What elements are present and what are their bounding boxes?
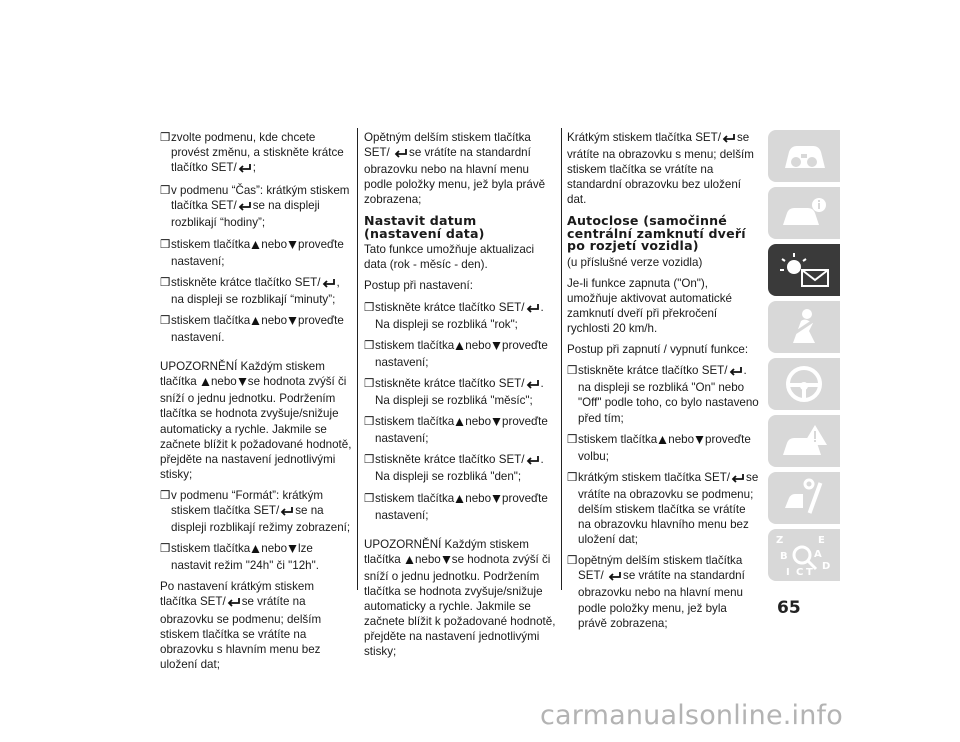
paragraph: Postup při nastavení: [364,279,473,293]
return-arrow-icon [608,570,622,585]
arrow-down-icon [288,315,297,330]
tab-safety[interactable] [768,301,840,353]
arrow-up-icon [251,315,260,330]
return-arrow-icon [227,596,241,611]
alphabetical-index-icon [774,531,834,579]
return-arrow-icon [238,162,252,177]
arrow-up-icon [455,416,464,431]
paragraph: Po nastavení krátkým stiskem tlačítka SET/ se vrátíte na obrazovku se podmenu; delším stiskem tlačítka se vrátíte na obrazovku s hlavním menu bez uložení dat; [160,580,322,671]
arrow-down-icon [238,376,247,391]
return-arrow-icon [238,200,252,215]
index-letter: A [814,549,822,560]
steering-wheel-icon [784,364,824,404]
tab-car-info[interactable] [768,187,840,239]
car-warning-icon [779,423,829,459]
warning-note: UPOZORNĚNÍ Každým stiskem tlačítka nebo se hodnota zvýší či sníží o jednu jednotku. Podržením tlačítka se hodnota zvyšuje/snižuje automaticky a rychle. Jakmile se začnete blížit k požadované hodnotě, přejděte na nastavení jednotlivými stisky; [160,360,352,481]
arrow-up-icon [251,543,260,558]
arrow-up-icon [251,239,260,254]
return-arrow-icon [722,132,736,147]
arrow-down-icon [492,340,501,355]
arrow-up-icon [455,493,464,508]
tab-driving[interactable] [768,358,840,410]
index-letter: C [796,567,804,578]
return-arrow-icon [729,365,743,380]
watermark: carmanualsonline.info [540,700,843,731]
return-arrow-icon [526,454,540,469]
arrow-down-icon [695,434,704,449]
tab-index[interactable] [768,529,840,581]
arrow-down-icon [442,554,451,569]
list-item: ❒ opětným delším stiskem tlačítka SET/ se vrátíte na standardní obrazovku nebo na hlavní menu podle položky menu, jež byla právě zobrazena; [567,554,745,630]
text-column-1 [160,130,352,678]
list-item: ❒ stiskem tlačítka nebo proveďte nastavení. [160,313,344,345]
text-column-3 [567,130,759,637]
return-arrow-icon [731,472,745,487]
list-item: ❒ stiskněte krátce tlačítko SET/ . Na displeji se rozbliká "měsíc"; [364,376,544,408]
list-item: ❒ stiskněte krátce tlačítko SET/ , na displeji se rozblikají “minuty”; [160,275,340,306]
warning-light-message-icon [776,250,832,290]
arrow-up-icon [658,434,667,449]
return-arrow-icon [394,147,408,162]
list-item: ❒ krátkým stiskem tlačítka SET/ se vrátíte na obrazovku se podmenu; delším stiskem tlačítka se vrátíte na obrazovku hlavního menu bez uložení dat; [567,470,759,547]
index-letter: T [806,567,813,578]
paragraph: Je-li funkce zapnuta ("On"), umožňuje aktivovat automatické zamknutí dveří při překročení rychlosti 20 km/h. [567,276,732,336]
arrow-down-icon [288,239,297,254]
tab-maintenance[interactable] [768,472,840,524]
paragraph: Krátkým stiskem tlačítka SET/ se vrátíte na obrazovku s menu; delším stiskem tlačítka se vrátíte na standardní obrazovku bez uložení dat. [567,131,754,207]
section-heading: Nastavit datum (nastavení data) [364,213,485,241]
list-item: ❒ v podmenu “Čas”: krátkým stiskem tlačítka SET/ se na displeji rozblikají “hodiny”; [160,184,350,230]
tab-emergency[interactable] [768,415,840,467]
text-column-2 [364,130,556,665]
chapter-tabs-sidebar [768,130,840,586]
car-dashboard-icon [779,138,829,174]
arrow-down-icon [492,416,501,431]
index-letter: I [786,567,790,578]
list-item: ❒ stiskem tlačítka nebo proveďte nastavení; [364,491,548,522]
column-divider [357,128,358,590]
airbag-person-icon [779,307,829,347]
index-letter: E [818,535,825,546]
list-item: ❒ stiskem tlačítka nebo proveďte nastavení; [364,415,548,446]
paragraph: Tato funkce umožňuje aktualizaci data (rok - měsíc - den). [364,243,535,272]
section-heading: Autoclose (samočinné centrální zamknutí dveří po rozjetí vozidla) [567,213,746,254]
arrow-down-icon [288,543,297,558]
column-divider [561,128,562,590]
arrow-up-icon [405,554,414,569]
list-item: ❒ stiskněte krátce tlačítko SET/ . Na displeji se rozbliká "den"; [364,453,544,484]
arrow-down-icon [492,493,501,508]
tab-dashboard[interactable] [768,130,840,182]
service-tools-icon [779,478,829,518]
index-letter: Z [776,535,784,546]
car-info-icon [779,195,829,231]
return-arrow-icon [280,505,294,520]
paragraph: Opětným delším stiskem tlačítka SET/ se vrátíte na standardní obrazovku nebo na hlavní menu podle položky menu, jež byla právě zobrazena; [364,131,546,207]
return-arrow-icon [526,378,540,393]
paragraph: Postup při zapnutí / vypnutí funkce: [567,343,749,357]
index-letter: D [822,561,831,572]
return-arrow-icon [322,277,336,292]
page-number: 65 [777,598,801,618]
arrow-up-icon [201,376,210,391]
list-item: ❒ stiskem tlačítka nebo lze nastavit režim "24h" či "12h". [160,542,319,573]
section-subtitle: (u příslušné verze vozidla) [567,255,703,269]
list-item: ❒ stiskem tlačítka nebo proveďte nastavení; [364,338,548,369]
return-arrow-icon [526,302,540,317]
list-item: ❒ zvolte podmenu, kde chcete provést změnu, a stiskněte krátce tlačítko SET/ ; [160,130,352,177]
list-item: ❒ v podmenu “Formát”: krátkým stiskem tlačítka SET/ se na displeji rozblikají režimy zobrazení; [160,488,351,535]
list-item: ❒ stiskněte krátce tlačítko SET/ . Na displeji se rozbliká "rok"; [364,300,544,331]
list-item: ❒ stiskněte krátce tlačítko SET/ . na displeji se rozbliká "On" nebo "Off" podle toho, co bylo nastaveno před tím; [567,364,759,425]
warning-note: UPOZORNĚNÍ Každým stiskem tlačítka nebo se hodnota zvýší či sníží o jednu jednotku. Podržením tlačítka se hodnota zvyšuje/snižuje automaticky a rychle. Jakmile se začnete blížit k požadované hodnotě, přejděte na nastavení jednotlivými stisky; [364,537,556,659]
list-item: ❒ stiskem tlačítka nebo proveďte volbu; [567,432,751,463]
arrow-up-icon [455,340,464,355]
list-item: ❒ stiskem tlačítka nebo proveďte nastavení; [160,237,344,268]
tab-warning-lights[interactable] [768,244,840,296]
index-letter: B [780,551,788,562]
